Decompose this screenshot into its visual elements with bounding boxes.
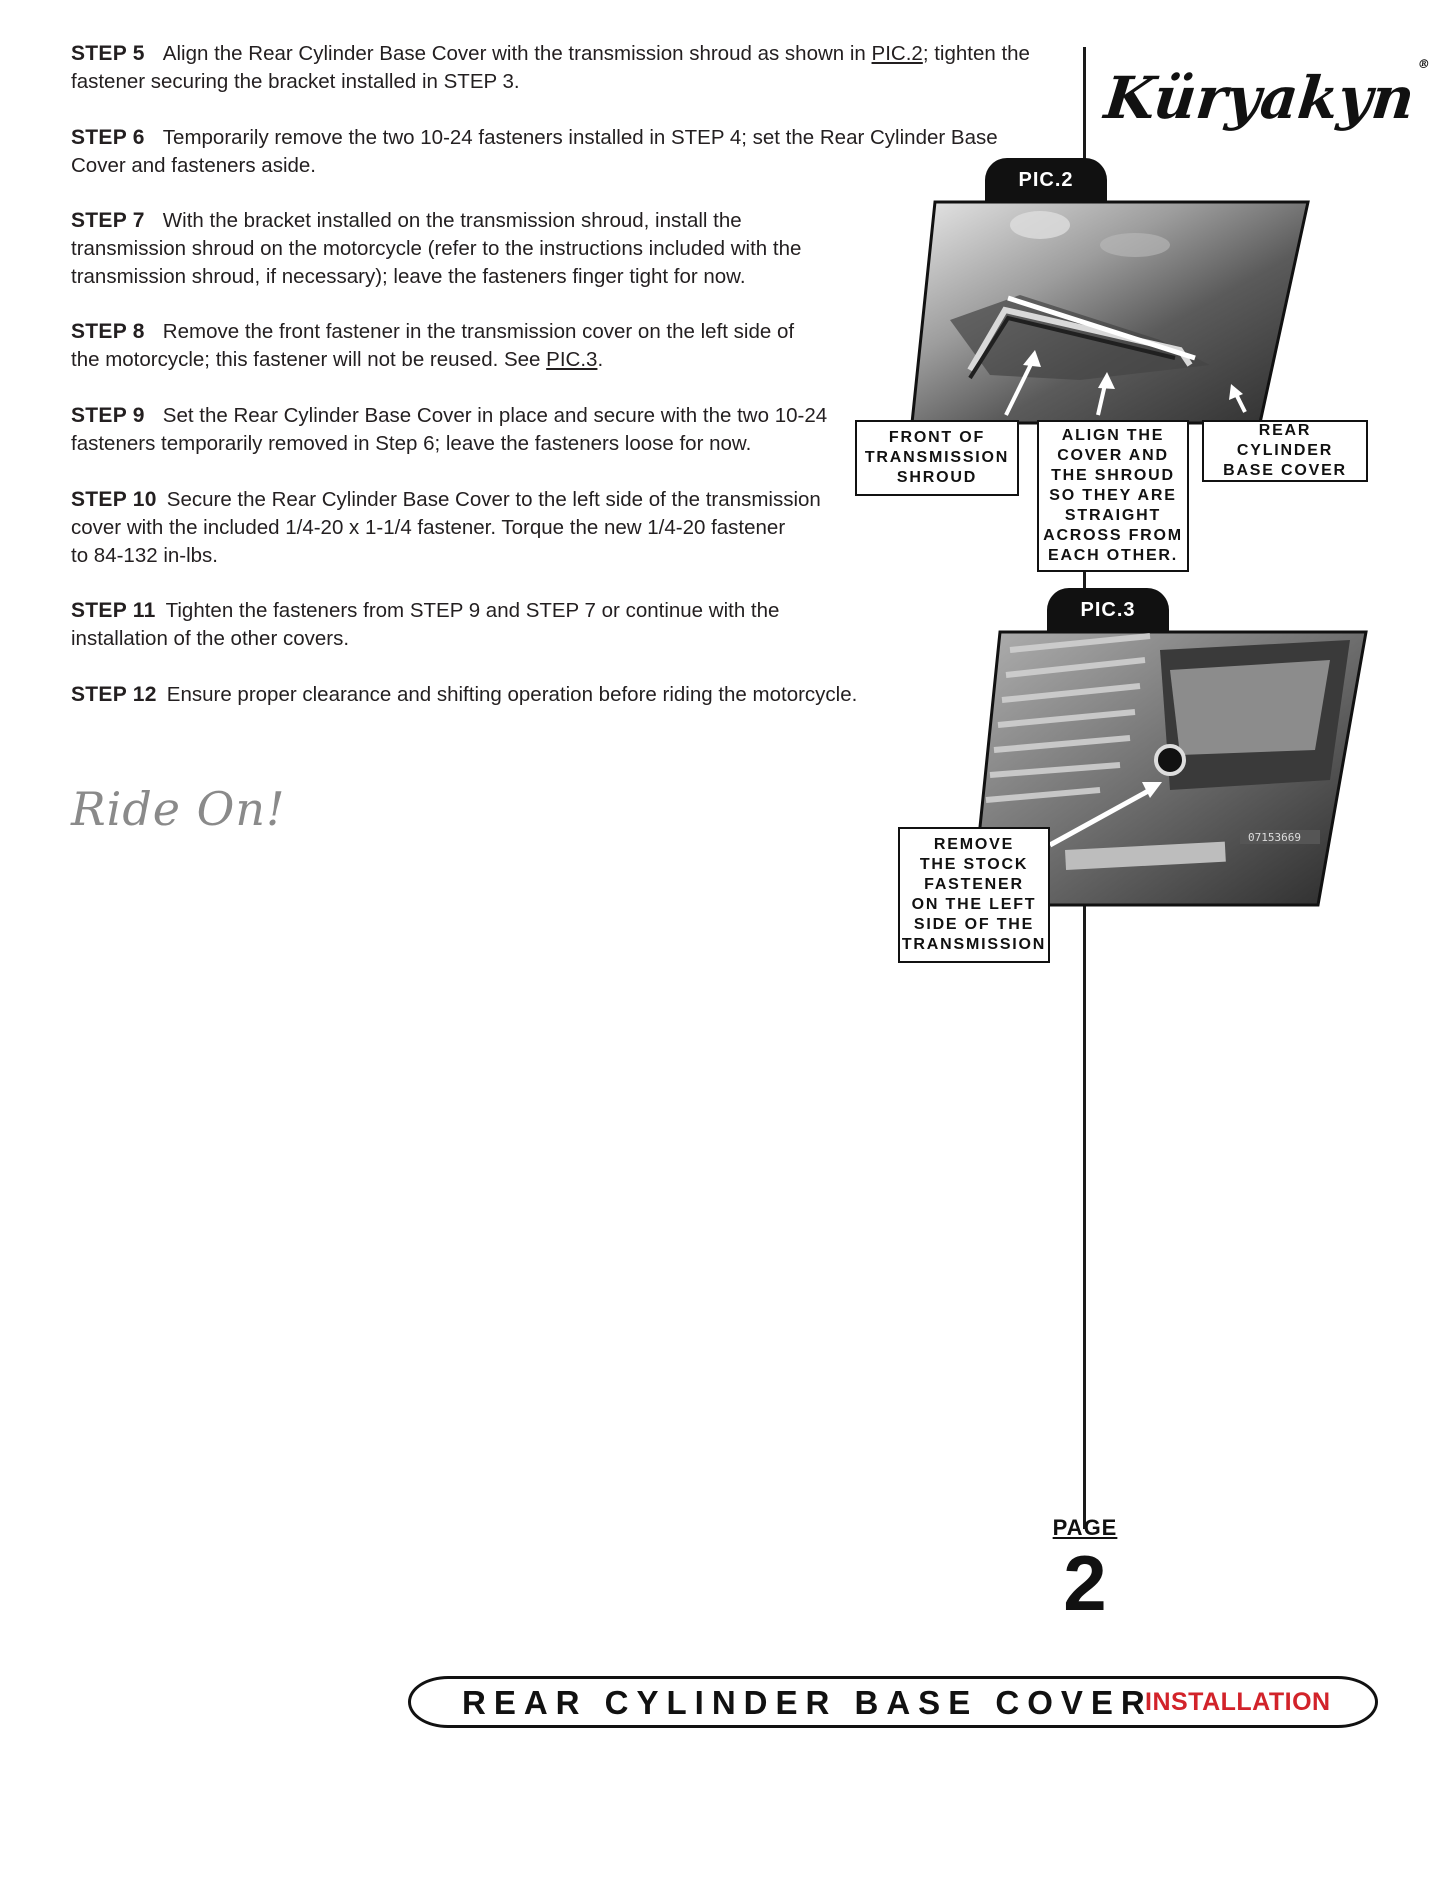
step-number: STEP 11 (71, 599, 156, 622)
step-number: STEP 7 (71, 209, 145, 232)
pic2-photo (910, 200, 1310, 425)
pic2-tab: PIC.2 (985, 158, 1107, 202)
step-10: STEP 10 Secure the Rear Cylinder Base Cover to the left side of the transmission cover with the included 1/4-20 x 1-1/4 fastener. Torque the new 1/4-20 fastener to 84-132 in-lbs. (71, 488, 821, 567)
step-number: STEP 10 (71, 488, 157, 511)
step-7: STEP 7 With the bracket installed on the transmission shroud, install the transmission shroud on the motorcycle (refer to the instructions included with the transmission shroud, if necessary); leave the fasteners finger tight for now. (71, 209, 802, 288)
pic3-link[interactable]: PIC.3 (546, 348, 598, 371)
pic2-callout-rear: REAR CYLINDER BASE COVER (1202, 420, 1368, 482)
step-11: STEP 11 Tighten the fasteners from STEP 9 and STEP 7 or continue with the installation of the other covers. (71, 599, 780, 650)
step-12: STEP 12 Ensure proper clearance and shifting operation before riding the motorcycle. (71, 683, 858, 706)
footer-title: REAR CYLINDER BASE COVER (462, 1684, 1153, 1721)
page-label: PAGE (1052, 1515, 1118, 1540)
step-number: STEP 6 (71, 126, 145, 149)
pic3-callout-remove: REMOVE THE STOCK FASTENER ON THE LEFT SIDE OF THE TRANSMISSION (898, 827, 1050, 963)
step-number: STEP 5 (71, 42, 145, 65)
pic3-tab: PIC.3 (1047, 588, 1169, 632)
step-number: STEP 12 (71, 683, 157, 706)
step-8: STEP 8 Remove the front fastener in the transmission cover on the left side of the motorcycle; this fastener will not be reused. See PIC.3. (71, 320, 795, 371)
ride-on-closing: Ride On! (71, 782, 286, 836)
pic2-link[interactable]: PIC.2 (871, 42, 923, 65)
step-number: STEP 8 (71, 320, 145, 343)
footer-subtitle: INSTALLATION (1145, 1688, 1331, 1716)
step-6: STEP 6 Temporarily remove the two 10-24 fasteners installed in STEP 4; set the Rear Cylinder Base Cover and fasteners aside. (71, 126, 998, 177)
step-9: STEP 9 Set the Rear Cylinder Base Cover in place and secure with the two 10-24 fasteners temporarily removed in Step 6; leave the fasteners loose for now. (71, 404, 828, 455)
page-number: 2 (1063, 1539, 1107, 1627)
step-5: STEP 5 Align the Rear Cylinder Base Cover with the transmission shroud as shown in PIC.2; tighten the fastener securing the bracket installed in STEP 3. (71, 42, 1030, 93)
step-number: STEP 9 (71, 404, 145, 427)
pic2-callout-front: FRONT OF TRANSMISSION SHROUD (855, 420, 1019, 496)
pic3-serial: 07153669 (1248, 831, 1301, 844)
pic2-callout-align: ALIGN THE COVER AND THE SHROUD SO THEY ARE STRAIGHT ACROSS FROM EACH OTHER. (1037, 420, 1189, 572)
brand-logo: Küryakyn® (1101, 56, 1431, 132)
